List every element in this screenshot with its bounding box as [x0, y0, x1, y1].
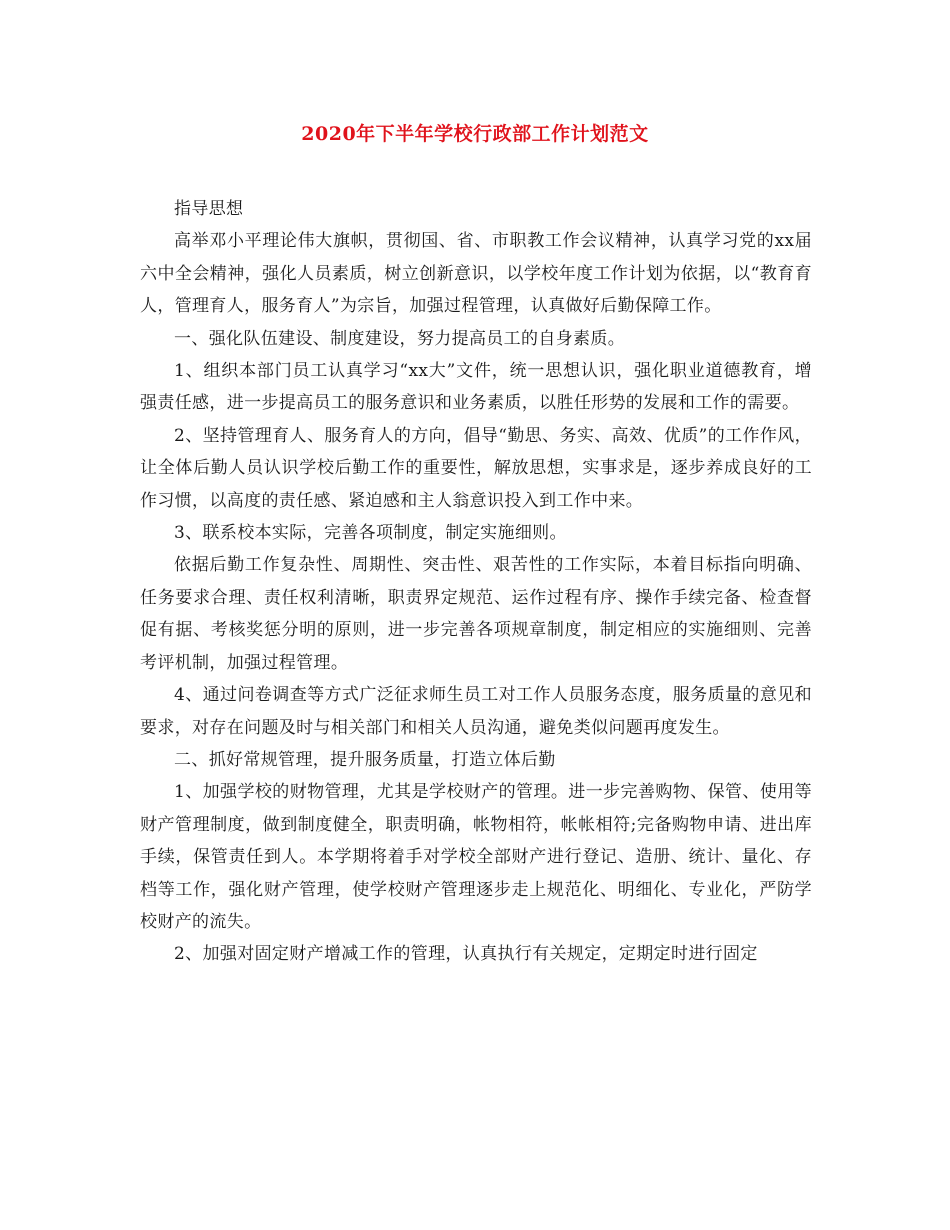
paragraph: 依据后勤工作复杂性、周期性、突击性、艰苦性的工作实际，本着目标指向明确、任务要求合理、责任权利清晰，职责界定规范、运作过程有序、操作手续完备、检查督促有据、考核奖惩分明的原则，进一步完善各项规章制度，制定相应的实施细则、完善考评机制，加强过程管理。 — [140, 555, 812, 673]
paragraph: 1、组织本部门员工认真学习“xx大”文件，统一思想认识，强化职业道德教育，增强责任感，进一步提高员工的服务意识和业务素质，以胜任形势的发展和工作的需要。 — [140, 361, 812, 414]
document-body — [140, 193, 812, 971]
document-title: 2020年下半年学校行政部工作计划范文 — [301, 123, 649, 145]
section-heading-routine-management: 二、抓好常规管理，提升服务质量，打造立体后勤 — [174, 749, 556, 770]
paragraph: 高举邓小平理论伟大旗帜，贯彻国、省、市职教工作会议精神，认真学习党的xx届六中全会精神，强化人员素质，树立创新意识，以学校年度工作计划为依据，以“教育育人，管理育人，服务育人”为宗旨，加强过程管理，认真做好后勤保障工作。 — [140, 231, 812, 317]
paragraph: 3、联系校本实际，完善各项制度，制定实施细则。 — [174, 523, 567, 544]
paragraph: 1、加强学校的财物管理，尤其是学校财产的管理。进一步完善购物、保管、使用等财产管理制度，做到制度健全，职责明确，帐物相符，帐帐相符;完备购物申请、进出库手续，保管责任到人。本学期将着手对学校全部财产进行登记、造册、统计、量化、存档等工作，强化财产管理，使学校财产管理逐步走上规范化、明细化、专业化，严防学校财产的流失。 — [140, 782, 812, 932]
section-heading-guiding-ideology: 指导思想 — [174, 199, 244, 219]
section-heading-team-building: 一、强化队伍建设、制度建设，努力提高员工的自身素质。 — [174, 328, 626, 349]
paragraph: 2、加强对固定财产增减工作的管理，认真执行有关规定，定期定时进行固定 — [174, 944, 758, 965]
paragraph: 4、通过问卷调查等方式广泛征求师生员工对工作人员服务态度，服务质量的意见和要求，对存在问题及时与相关部门和相关人员沟通，避免类似问题再度发生。 — [140, 685, 812, 738]
paragraph: 2、坚持管理育人、服务育人的方向，倡导“勤思、务实、高效、优质”的工作作风，让全体后勤人员认识学校后勤工作的重要性，解放思想，实事求是，逐步养成良好的工作习惯，以高度的责任感、紧迫感和主人翁意识投入到工作中来。 — [140, 425, 812, 511]
